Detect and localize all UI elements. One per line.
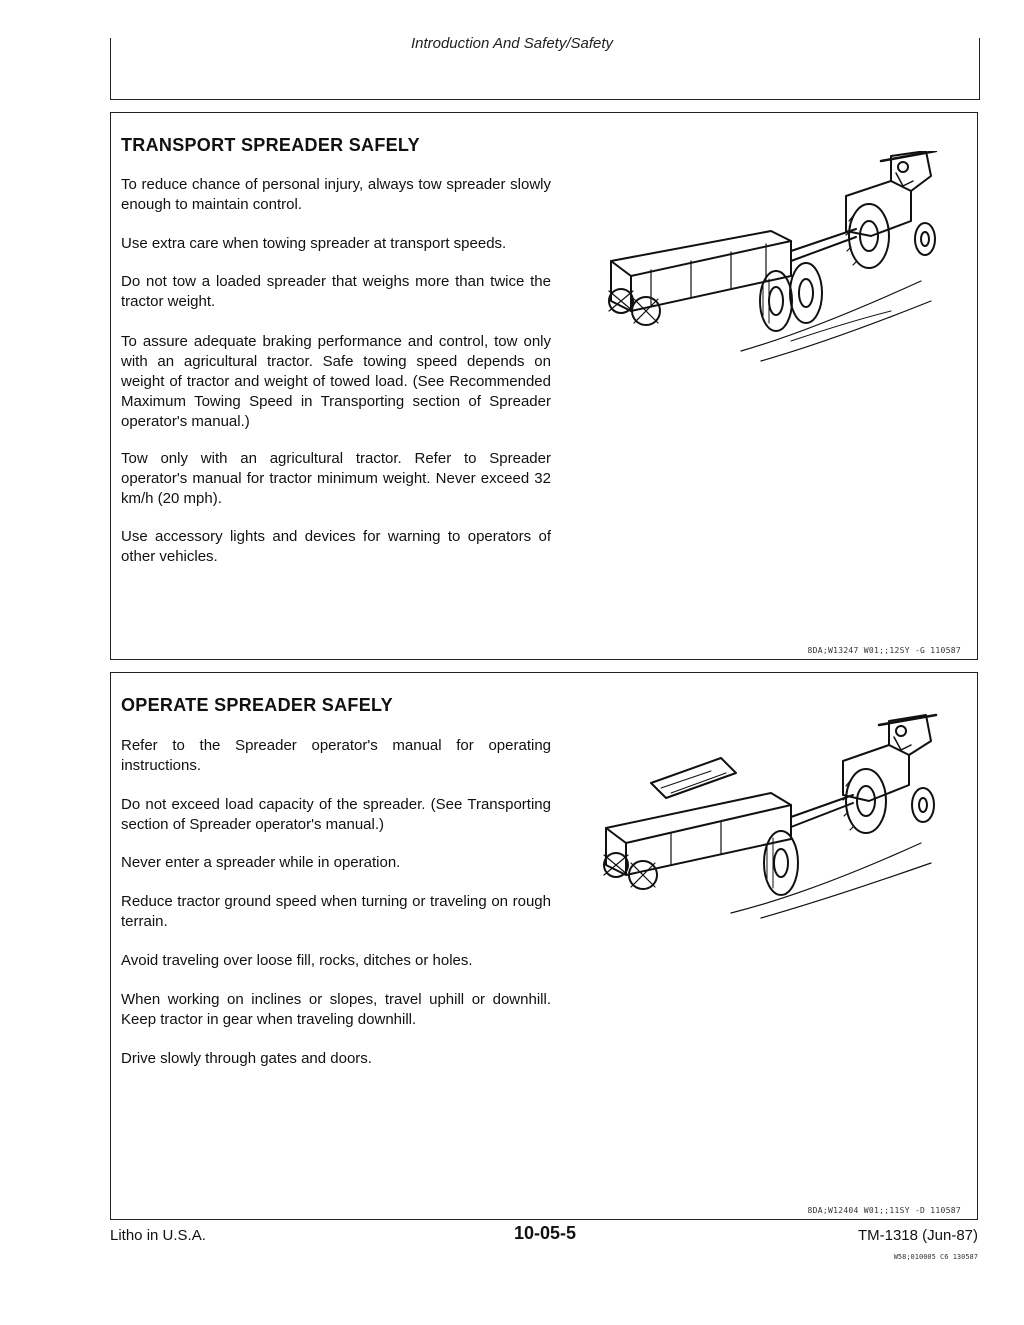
operate-safety-section [110, 672, 978, 1220]
transport-paragraph-3: Do not tow a loaded spreader that weighs more than twice the tractor weight. [121, 273, 551, 310]
operate-paragraph-5: Avoid traveling over loose fill, rocks, ditches or holes. [121, 952, 473, 969]
document-number: TM-1318 (Jun-87) [857, 1227, 978, 1244]
operate-paragraph-3: Never enter a spreader while in operation. [121, 854, 401, 871]
operate-heading: OPERATE SPREADER SAFELY [121, 695, 393, 715]
transport-heading: TRANSPORT SPREADER SAFELY [121, 135, 420, 155]
page-header-title: Introduction And Safety/Safety [410, 35, 614, 52]
operate-paragraph-1: Refer to the Spreader operator's manual for operating instructions. [121, 737, 551, 774]
footer-code: W58;010005 C6 130587 [893, 1253, 978, 1261]
footer-litho: Litho in U.S.A. [110, 1227, 206, 1244]
operate-paragraph-6: When working on inclines or slopes, travel uphill or downhill. Keep tractor in gear when traveling downhill. [121, 991, 551, 1028]
operate-paragraph-7: Drive slowly through gates and doors. [121, 1050, 372, 1067]
transport-paragraph-5: Tow only with an agricultural tractor. Refer to Spreader operator's manual for tractor minimum weight. Never exceed 32 km/h (20 mph). [121, 450, 551, 507]
tractor-operating-spreader-illustration [591, 713, 941, 923]
transport-paragraph-6: Use accessory lights and devices for warning to operators of other vehicles. [121, 528, 551, 565]
transport-figure-code: 8DA;W13247 W01;;12SY -G 110587 [807, 646, 961, 655]
transport-paragraph-2: Use extra care when towing spreader at transport speeds. [121, 235, 507, 252]
operate-paragraph-2: Do not exceed load capacity of the spreader. (See Transporting section of Spreader operator's manual.) [121, 796, 551, 833]
page-number: 10-05-5 [513, 1223, 577, 1243]
transport-safety-section [110, 112, 978, 660]
operate-figure-code: 8DA;W12404 W01;;11SY -D 110587 [807, 1206, 961, 1215]
transport-paragraph-4: To assure adequate braking performance and control, tow only with an agricultural tractor. Safe towing speed depends on weight of tractor and weight of towed load. (See Recommended Maximum Towing Speed in Transporting section of Spreader operator's manual.) [121, 333, 551, 430]
operate-paragraph-4: Reduce tractor ground speed when turning or traveling on rough terrain. [121, 893, 551, 930]
tractor-spreader-illustration [591, 151, 941, 371]
transport-paragraph-1: To reduce chance of personal injury, always tow spreader slowly enough to maintain control. [121, 176, 551, 213]
